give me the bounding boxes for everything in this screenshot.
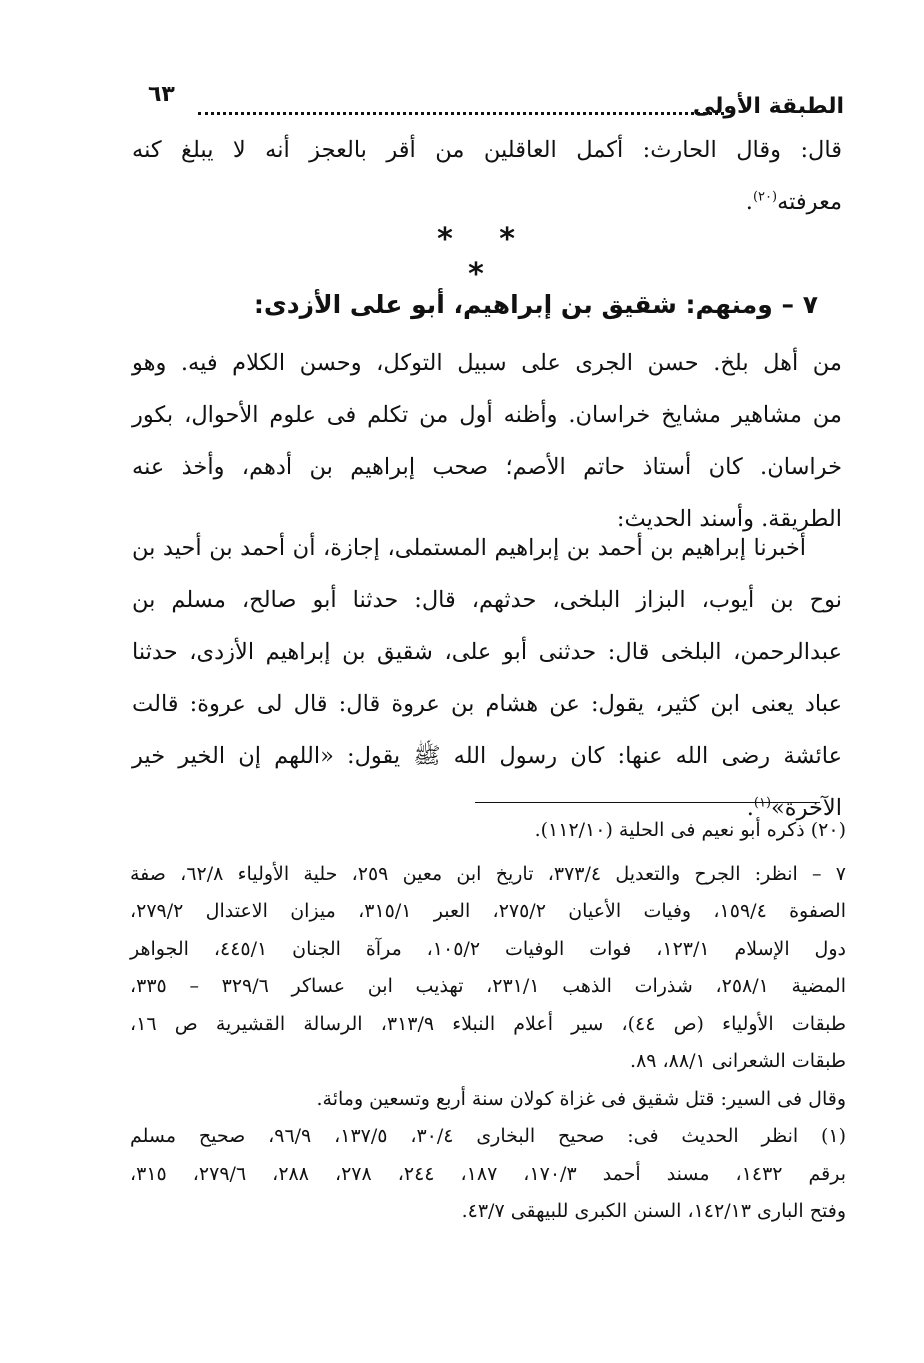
- footnote-20: (٢٠) ذكره أبو نعيم فى الحلية (١١٢/١٠).: [534, 819, 846, 841]
- text-line: عائشة رضى الله عنها: كان رسول الله ﷺ يقول: «اللهم إن الخير خير: [132, 743, 842, 769]
- text-line: قال: وقال الحارث: أكمل العاقلين من أقر بالعجز أنه لا يبلغ كنه: [132, 137, 842, 163]
- text-line: خراسان. كان أستاذ حاتم الأصم؛ صحب إبراهيم بن أدهم، وأخذ عنه: [132, 454, 842, 480]
- footnote-7-line: الصفوة ١٥٩/٤، وفيات الأعيان ٢٧٥/٢، العبر ٣١٥/١، ميزان الاعتدال ٢٧٩/٢،: [130, 900, 847, 922]
- page-number: ٦٣: [148, 82, 175, 107]
- end-mark: .: [745, 189, 753, 215]
- text-line: أخبرنا إبراهيم بن أحمد بن إبراهيم المستملى، إجازة، أن أحمد بن أحيد بن: [132, 535, 806, 561]
- harith-quote-paragraph: [132, 124, 842, 228]
- section-separator: * * *: [437, 222, 533, 292]
- end-mark: .: [746, 795, 754, 821]
- text-line-content: الآخرة»: [771, 795, 842, 821]
- footnote-1-line: برقم ١٤٣٢، مسند أحمد ١٧٠/٣، ١٨٧، ٢٤٤، ٢٧٨، ٢٨٨، ٢٧٩/٦، ٣١٥،: [130, 1162, 847, 1185]
- footnote-ref-20: (٢٠): [752, 189, 778, 205]
- text-line: من أهل بلخ. حسن الجرى على سبيل التوكل، وحسن الكلام فيه. وهو: [132, 350, 842, 376]
- footnote-7-line: دول الإسلام ١٢٣/١، فوات الوفيات ١٠٥/٢، مرآة الجنان ٤٤٥/١، الجواهر: [130, 937, 846, 960]
- biography-paragraph: [132, 337, 842, 545]
- text-line: عبدالرحمن، البلخى قال: حدثنى أبو على، شقيق بن إبراهيم الأزدى، حدثنا: [132, 639, 842, 665]
- isnad-paragraph: [132, 522, 842, 834]
- running-head-dot-leader: [198, 112, 724, 115]
- footnote-divider: [475, 802, 820, 803]
- running-head: [148, 82, 844, 128]
- footnote-7-line: طبقات الأولياء (ص ٤٤)، سير أعلام النبلاء ٣١٣/٩، الرسالة القشيرية ص ١٦،: [130, 1012, 846, 1035]
- footnote-7-note: وقال فى السير: قتل شقيق فى غزاة كولان سنة أربع وتسعين ومائة.: [316, 1087, 846, 1110]
- footnote-1-line: (١) انظر الحديث فى: صحيح البخارى ٣٠/٤، ١٣٧/٥، ٩٦/٩، صحيح مسلم: [130, 1125, 847, 1147]
- running-head-title: الطبقة الأولى: [692, 94, 844, 119]
- footnote-7-line: طبقات الشعرانى ٨٨/١، ٨٩.: [630, 1050, 846, 1072]
- footnote-7-line: المضية ٢٥٨/١، شذرات الذهب ٢٣١/١، تهذيب ابن عساكر ٣٢٩/٦ – ٣٣٥،: [130, 975, 846, 997]
- text-line: عباد يعنى ابن كثير، يقول: عن هشام بن عروة قال: قال لى عروة: قالت: [132, 691, 842, 717]
- text-line: نوح بن أيوب، البزاز البلخى، حدثهم، قال: حدثنا أبو صالح، مسلم بن: [132, 587, 842, 613]
- footnotes: [130, 812, 846, 1231]
- text-line-last: [132, 176, 842, 228]
- footnote-1-line: وفتح البارى ١٤٢/١٣، السنن الكبرى للبيهقى ٤٣/٧.: [461, 1200, 846, 1222]
- entry-heading: ٧ – ومنهم: شقيق بن إبراهيم، أبو على الأزدى:: [253, 290, 818, 319]
- text-line-content: معرفته: [777, 189, 842, 215]
- text-line: الطريقة. وأسند الحديث:: [616, 506, 842, 532]
- footnote-ref-1: (١): [753, 795, 772, 811]
- footnote-7-line: ٧ – انظر: الجرح والتعديل ٣٧٣/٤، تاريخ ابن معين ٢٥٩، حلية الأولياء ٦٢/٨، صفة: [130, 862, 847, 885]
- text-line: من مشاهير مشايخ خراسان. وأظنه أول من تكلم فى علوم الأحوال، بكور: [132, 402, 842, 428]
